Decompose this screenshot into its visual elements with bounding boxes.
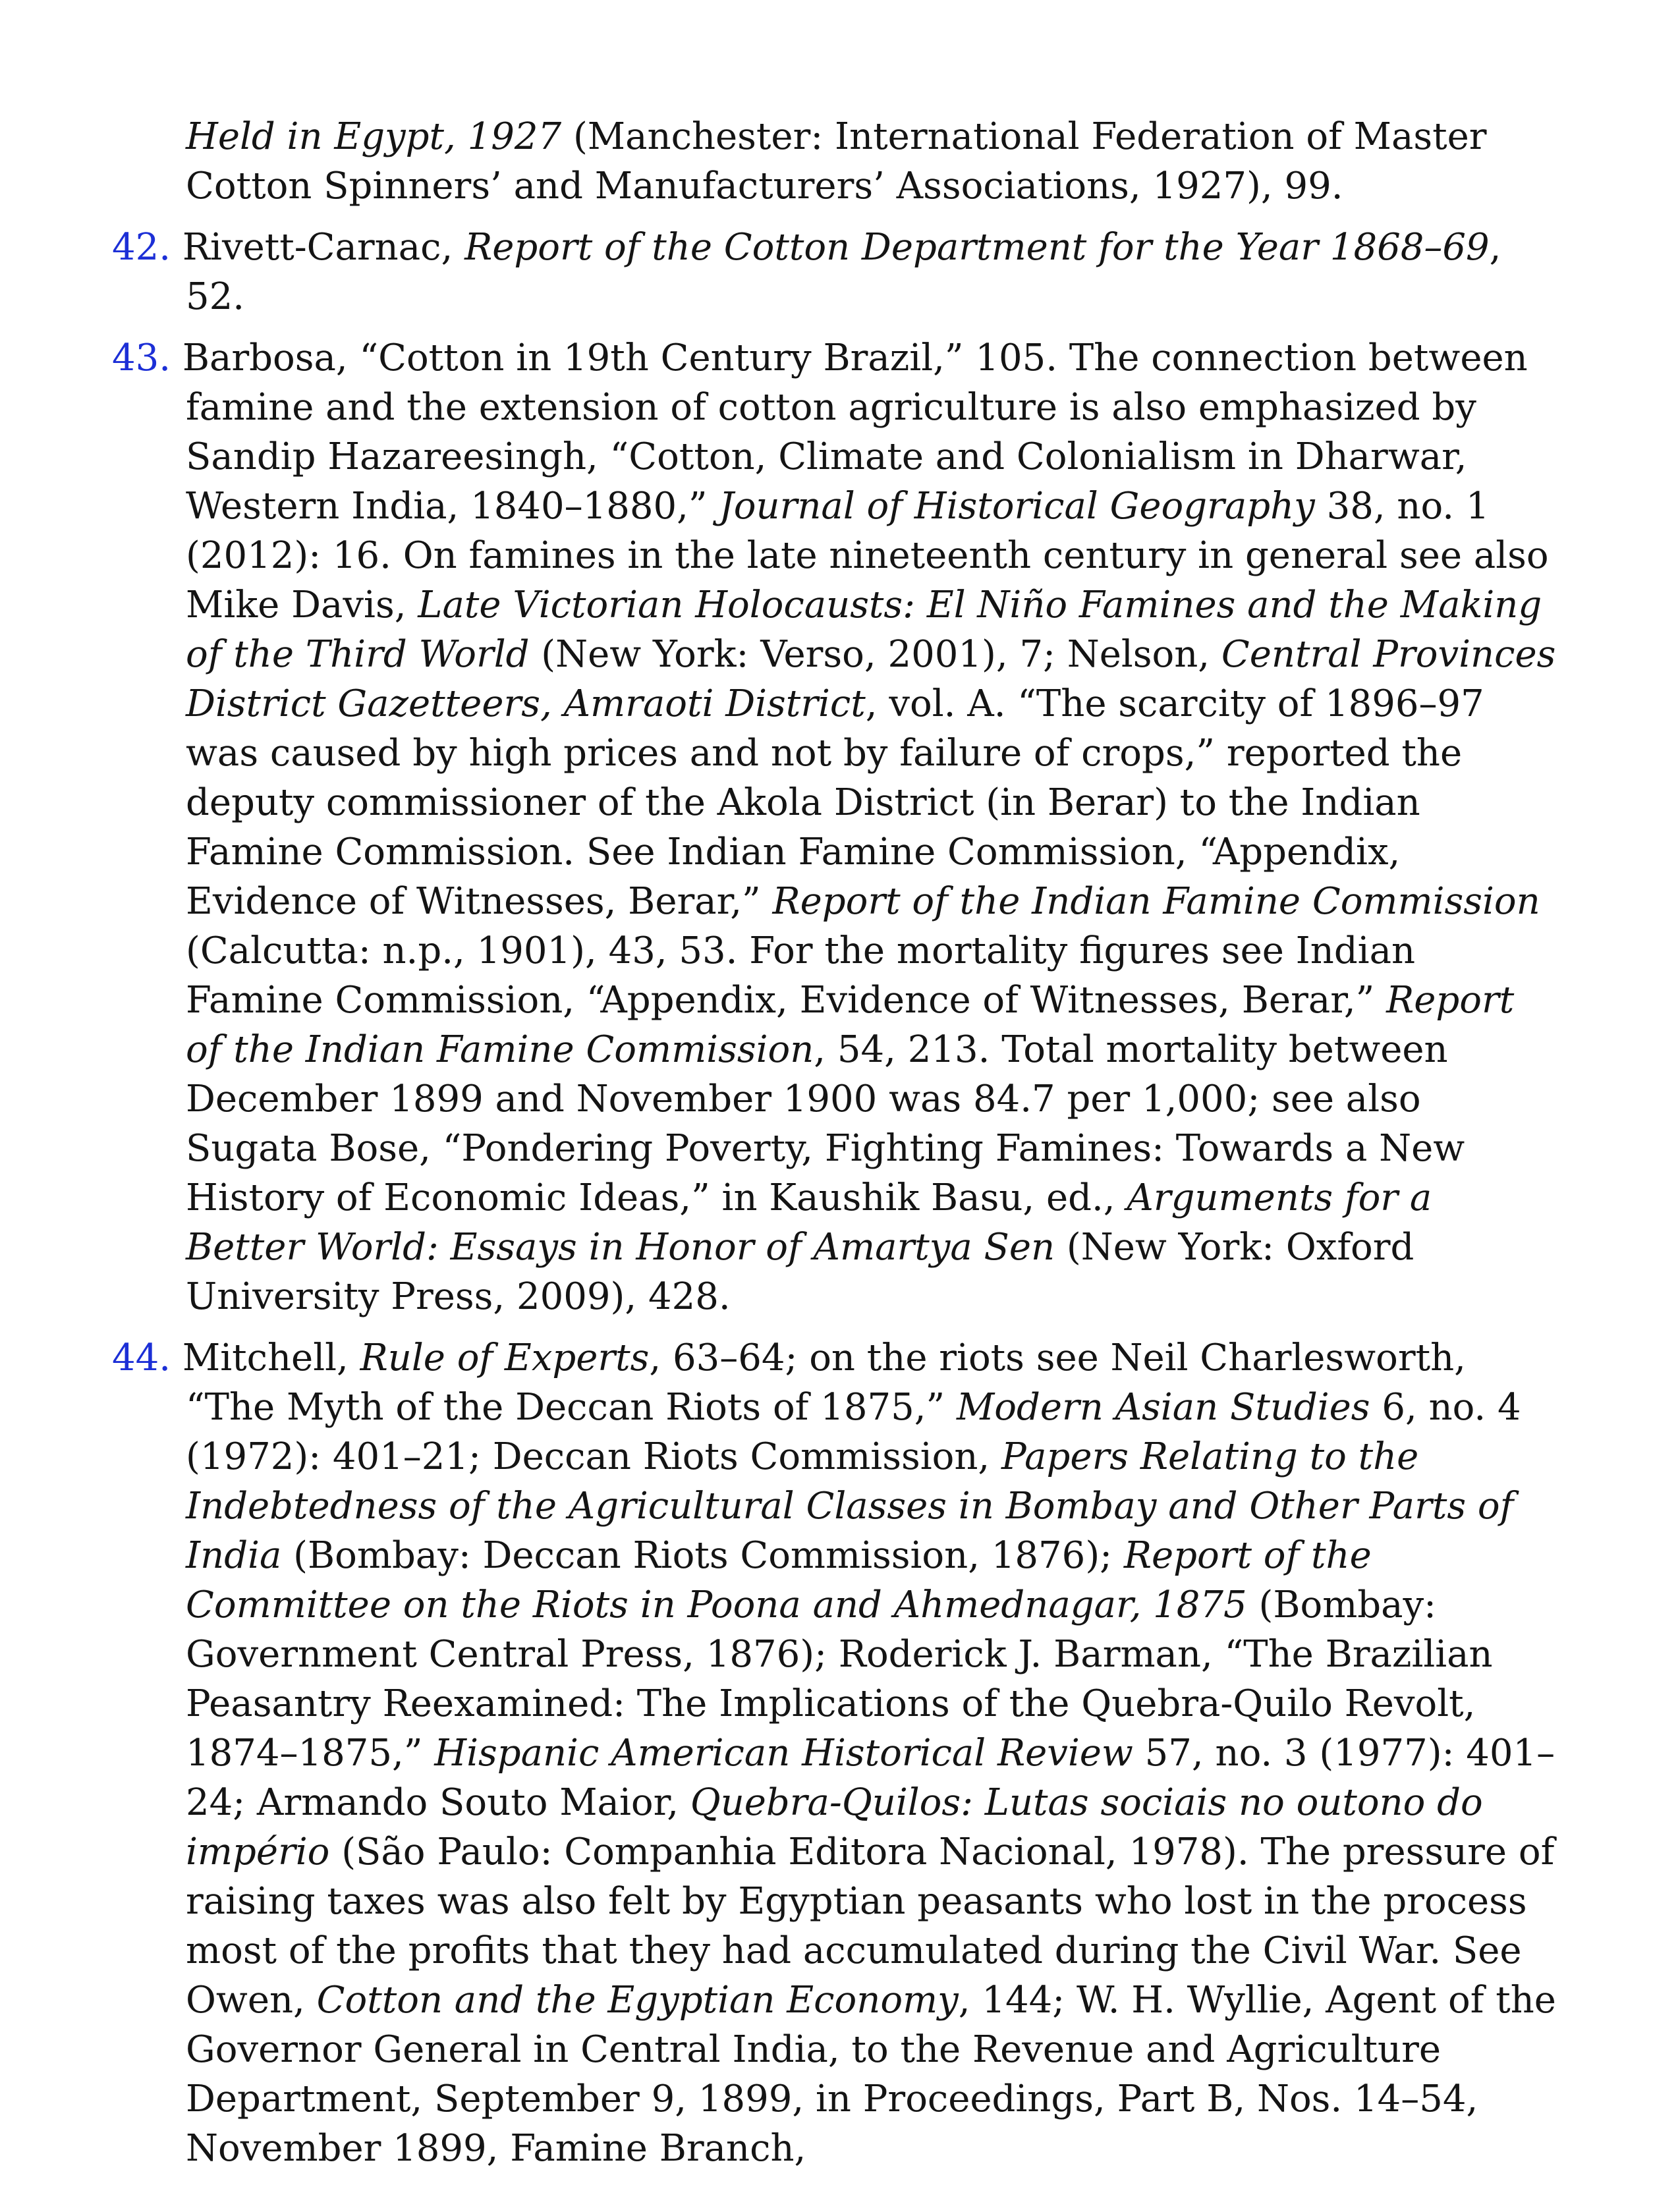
footnote-44 bbox=[112, 1333, 1561, 2173]
footnote-text: (São Paulo: Companhia Editora Nacional, 1978). The pressure of raising taxes was also felt by Egyptian peasants who lost in the process most of the profits that they had accumulated during the Civil War. See Owen, bbox=[186, 1831, 1555, 2022]
footnote-text-italic: Report of the Cotton Department for the Year 1868–69 bbox=[464, 226, 1490, 269]
footnote-text-italic: Report of the Indian Famine Commission bbox=[772, 880, 1540, 923]
footnote-text: (Bombay: Government Central Press, 1876); Roderick J. Barman, “The Brazilian Peasantry Reexamined: The Implications of the Quebra-Quilo Revolt, 1874–1875,” bbox=[186, 1584, 1493, 1775]
footnote-text-italic: Late Victorian Holocausts: El Niño Famines and the Making of the Third World bbox=[186, 584, 1542, 676]
footnote-text: (Manchester: International Federation of Master Cotton Spinners’ and Manufacturers’ Associations, 1927), 99. bbox=[186, 115, 1487, 207]
footnote-text-italic: Arguments for a Better World: Essays in Honor of Amartya Sen bbox=[186, 1176, 1432, 1269]
footnote-text-italic: Rule of Experts bbox=[360, 1337, 650, 1379]
footnote-text-italic: Report of the Indian Famine Commission bbox=[186, 979, 1515, 1071]
footnote-text: , vol. A. “The scarcity of 1896–97 was caused by high prices and not by failure of crops,” reported the deputy commissioner of the Akola District (in Berar) to the Indian Famine Commission. See Indian Famine Commission, “Appendix, Evidence of Witnesses, Berar,” bbox=[186, 682, 1484, 923]
footnote-text: , 63–64; on the riots see Neil Charlesworth, “The Myth of the Deccan Riots of 1875,” bbox=[186, 1337, 1466, 1429]
footnote-text-italic: Central Provinces District Gazetteers, Amraoti District bbox=[186, 633, 1556, 725]
footnote-text: Mitchell, bbox=[171, 1337, 360, 1379]
footnote-text: Barbosa, “Cotton in 19th Century Brazil,” 105. The connection between famine and the extension of cotton agriculture is also emphasized by Sandip Hazareesingh, “Cotton, Climate and Colonialism in Dharwar, Western India, 1840–1880,” bbox=[171, 337, 1528, 528]
footnote-text: 57, no. 3 (1977): 401–24; Armando Souto Maior, bbox=[186, 1732, 1555, 1824]
footnote-text-italic: Modern Asian Studies bbox=[956, 1386, 1370, 1429]
footnote-number-link[interactable]: 42. bbox=[112, 226, 171, 269]
footnote-text: , 144; W. H. Wyllie, Agent of the Governor General in Central India, to the Revenue and Agriculture Department, September 9, 1899, in Proceedings, Part B, Nos. 14–54, November 1899, Famine Branch, bbox=[186, 1979, 1556, 2170]
footnote-text-italic: Report of the Committee on the Riots in Poona and Ahmednagar, 1875 bbox=[186, 1534, 1372, 1626]
footnote-text-italic: Hispanic American Historical Review bbox=[434, 1732, 1133, 1775]
footnote-text-italic: Journal of Historical Geography bbox=[719, 485, 1315, 528]
footnote-text-italic: Quebra-Quilos: Lutas sociais no outono do império bbox=[186, 1781, 1483, 1873]
footnote-number-link[interactable]: 44. bbox=[112, 1337, 171, 1379]
footnote-text-italic: Papers Relating to the Indebtedness of the Agricultural Classes in Bombay and Other Parts of India bbox=[186, 1435, 1514, 1577]
footnote-text-italic: Held in Egypt, 1927 bbox=[186, 115, 562, 158]
footnote-text: , 52. bbox=[186, 226, 1501, 318]
footnotes-page bbox=[112, 112, 1561, 2185]
footnote-43 bbox=[112, 333, 1561, 1321]
footnote-text: Rivett-Carnac, bbox=[171, 226, 465, 269]
footnote-text: 38, no. 1 (2012): 16. On famines in the late nineteenth century in general see also Mike Davis, bbox=[186, 485, 1549, 626]
footnote-text: (New York: Verso, 2001), 7; Nelson, bbox=[529, 633, 1221, 676]
footnote-text: (New York: Oxford University Press, 2009), 428. bbox=[186, 1226, 1414, 1318]
footnote-text: (Calcutta: n.p., 1901), 43, 53. For the mortality figures see Indian Famine Commission, “Appendix, Evidence of Witnesses, Berar,” bbox=[186, 929, 1416, 1022]
footnote-text: , 54, 213. Total mortality between December 1899 and November 1900 was 84.7 per 1,000; see also Sugata Bose, “Pondering Poverty, Fighting Famines: Towards a New History of Economic Ideas,” in Kaushik Basu, ed., bbox=[186, 1028, 1465, 1219]
footnote-text: 6, no. 4 (1972): 401–21; Deccan Riots Commission, bbox=[186, 1386, 1521, 1478]
footnote-number-link[interactable]: 43. bbox=[112, 337, 171, 379]
footnote-41-continuation bbox=[112, 112, 1561, 211]
footnote-text-italic: Cotton and the Egyptian Economy bbox=[316, 1979, 959, 2022]
footnote-42 bbox=[112, 223, 1561, 321]
footnote-text: (Bombay: Deccan Riots Commission, 1876); bbox=[281, 1534, 1124, 1577]
